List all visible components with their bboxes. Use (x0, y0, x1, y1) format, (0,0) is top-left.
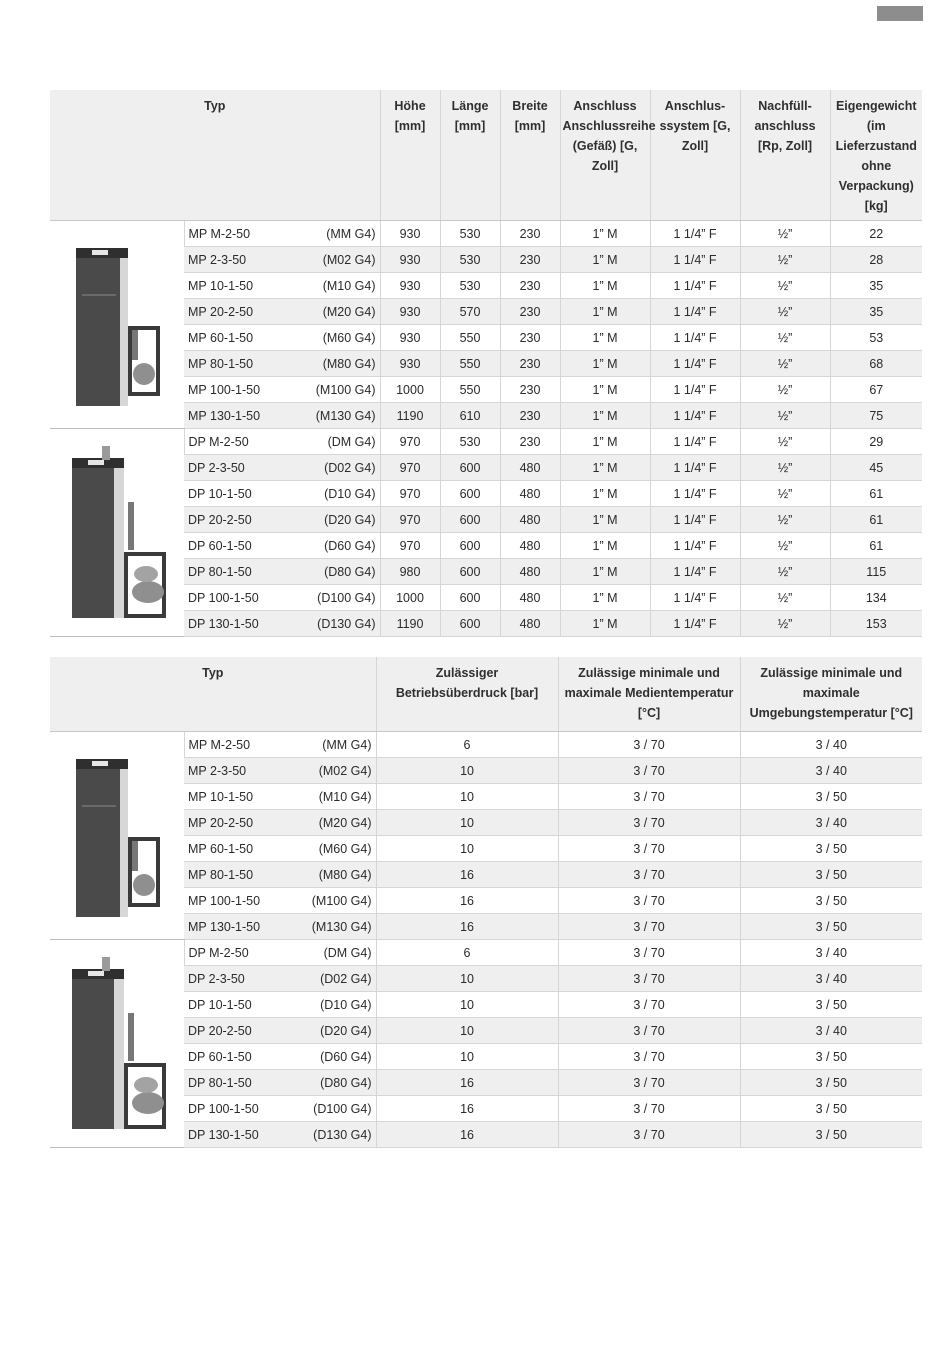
hoehe-cell: 1000 (380, 585, 440, 611)
double-pump-unit-image (50, 940, 184, 1148)
header-anschlusssystem: Anschlus-ssystem [G, Zoll] (650, 90, 740, 221)
anschluss-cell: 1” M (560, 429, 650, 455)
laenge-cell: 550 (440, 325, 500, 351)
nachfuell-cell: ½” (740, 455, 830, 481)
header-typ: Typ (50, 90, 380, 221)
type-name: DP 2-3-50 (188, 971, 245, 986)
type-cell (184, 585, 380, 611)
umgebungstemperatur-cell: 3 / 50 (740, 784, 922, 810)
gewicht-cell: 45 (830, 455, 922, 481)
laenge-cell: 600 (440, 559, 500, 585)
umgebungstemperatur-cell: 3 / 40 (740, 810, 922, 836)
nachfuell-cell: ½” (740, 247, 830, 273)
type-code: (M130 G4) (315, 408, 376, 423)
hoehe-cell: 1190 (380, 403, 440, 429)
type-code: (M02 G4) (322, 252, 376, 267)
system-cell: 1 1/4” F (650, 403, 740, 429)
druck-cell: 10 (376, 810, 558, 836)
gewicht-cell: 22 (830, 221, 922, 247)
type-name: DP 2-3-50 (188, 460, 245, 475)
type-code: (M80 G4) (318, 867, 372, 882)
type-cell (184, 247, 380, 273)
type-name: DP 60-1-50 (188, 538, 252, 553)
hoehe-cell: 930 (380, 325, 440, 351)
double-pump-unit-image (50, 429, 184, 637)
umgebungstemperatur-cell: 3 / 50 (740, 862, 922, 888)
hoehe-cell: 930 (380, 221, 440, 247)
system-cell: 1 1/4” F (650, 611, 740, 637)
laenge-cell: 550 (440, 377, 500, 403)
laenge-cell: 530 (440, 273, 500, 299)
type-cell (184, 377, 380, 403)
druck-cell: 16 (376, 914, 558, 940)
gewicht-cell: 67 (830, 377, 922, 403)
type-name: MP 80-1-50 (188, 867, 254, 882)
type-name: MP 130-1-50 (188, 919, 261, 934)
type-name: DP 130-1-50 (188, 1127, 259, 1142)
header-betriebsueberdruck: Zulässiger Betriebsüberdruck [bar] (376, 657, 558, 732)
laenge-cell: 600 (440, 533, 500, 559)
umgebungstemperatur-cell: 3 / 50 (740, 1070, 922, 1096)
table-row (50, 429, 922, 455)
druck-cell: 10 (376, 1044, 558, 1070)
type-code: (MM G4) (322, 737, 372, 752)
medientemperatur-cell: 3 / 70 (558, 1018, 740, 1044)
druck-cell: 6 (376, 940, 558, 966)
type-name: DP 80-1-50 (188, 564, 252, 579)
hoehe-cell: 1000 (380, 377, 440, 403)
nachfuell-cell: ½” (740, 507, 830, 533)
anschluss-cell: 1” M (560, 325, 650, 351)
type-name: MP 20-2-50 (188, 815, 254, 830)
druck-cell: 10 (376, 758, 558, 784)
medientemperatur-cell: 3 / 70 (558, 914, 740, 940)
umgebungstemperatur-cell: 3 / 50 (740, 1044, 922, 1070)
gewicht-cell: 75 (830, 403, 922, 429)
breite-cell: 230 (500, 273, 560, 299)
type-code: (D100 G4) (317, 590, 376, 605)
umgebungstemperatur-cell: 3 / 40 (740, 940, 922, 966)
type-code: (D20 G4) (320, 1023, 372, 1038)
umgebungstemperatur-cell: 3 / 40 (740, 1018, 922, 1044)
medientemperatur-cell: 3 / 70 (558, 966, 740, 992)
type-code: (M10 G4) (318, 789, 372, 804)
type-cell (184, 507, 380, 533)
type-cell (184, 1096, 376, 1122)
type-code: (D02 G4) (324, 460, 376, 475)
medientemperatur-cell: 3 / 70 (558, 862, 740, 888)
hoehe-cell: 930 (380, 351, 440, 377)
type-name: DP 20-2-50 (188, 512, 252, 527)
system-cell: 1 1/4” F (650, 299, 740, 325)
hoehe-cell: 970 (380, 429, 440, 455)
laenge-cell: 600 (440, 585, 500, 611)
breite-cell: 230 (500, 377, 560, 403)
gewicht-cell: 61 (830, 481, 922, 507)
type-name: MP 80-1-50 (188, 356, 254, 371)
type-name: MP 60-1-50 (188, 841, 254, 856)
umgebungstemperatur-cell: 3 / 50 (740, 1096, 922, 1122)
type-code: (M20 G4) (322, 304, 376, 319)
breite-cell: 480 (500, 533, 560, 559)
type-cell (184, 1122, 376, 1148)
umgebungstemperatur-cell: 3 / 40 (740, 966, 922, 992)
nachfuell-cell: ½” (740, 585, 830, 611)
type-cell (184, 732, 376, 758)
type-cell (184, 221, 380, 247)
gewicht-cell: 28 (830, 247, 922, 273)
type-name: DP 10-1-50 (188, 486, 252, 501)
laenge-cell: 530 (440, 429, 500, 455)
medientemperatur-cell: 3 / 70 (558, 1096, 740, 1122)
type-cell (184, 784, 376, 810)
breite-cell: 480 (500, 507, 560, 533)
medientemperatur-cell: 3 / 70 (558, 1122, 740, 1148)
type-name: DP 80-1-50 (188, 1075, 252, 1090)
system-cell: 1 1/4” F (650, 351, 740, 377)
system-cell: 1 1/4” F (650, 481, 740, 507)
header-umgebungstemperatur: Zulässige minimale und maximale Umgebungstemperatur [°C] (740, 657, 922, 732)
laenge-cell: 610 (440, 403, 500, 429)
type-cell (184, 299, 380, 325)
type-code: (M80 G4) (322, 356, 376, 371)
type-cell (184, 1018, 376, 1044)
type-cell (184, 533, 380, 559)
type-name: MP 2-3-50 (188, 763, 247, 778)
laenge-cell: 570 (440, 299, 500, 325)
nachfuell-cell: ½” (740, 377, 830, 403)
nachfuell-cell: ½” (740, 221, 830, 247)
anschluss-cell: 1” M (560, 403, 650, 429)
breite-cell: 230 (500, 221, 560, 247)
type-cell (184, 836, 376, 862)
page-tab-marker (877, 6, 923, 21)
medientemperatur-cell: 3 / 70 (558, 732, 740, 758)
laenge-cell: 530 (440, 221, 500, 247)
header-hoehe: Höhe [mm] (380, 90, 440, 221)
type-cell (184, 611, 380, 637)
type-cell (184, 455, 380, 481)
breite-cell: 480 (500, 455, 560, 481)
type-code: (D60 G4) (320, 1049, 372, 1064)
type-name: MP 20-2-50 (188, 304, 254, 319)
type-name: DP 100-1-50 (188, 1101, 259, 1116)
breite-cell: 480 (500, 585, 560, 611)
druck-cell: 10 (376, 784, 558, 810)
type-cell (184, 559, 380, 585)
breite-cell: 480 (500, 559, 560, 585)
type-code: (M100 G4) (311, 893, 372, 908)
type-code: (M60 G4) (322, 330, 376, 345)
gewicht-cell: 115 (830, 559, 922, 585)
header-eigengewicht: Eigengewicht (im Lieferzustand ohne Verpackung) [kg] (830, 90, 922, 221)
druck-cell: 16 (376, 862, 558, 888)
type-cell (184, 914, 376, 940)
druck-cell: 16 (376, 888, 558, 914)
medientemperatur-cell: 3 / 70 (558, 1044, 740, 1070)
type-name: DP 130-1-50 (188, 616, 259, 631)
table-row (50, 732, 922, 758)
anschluss-cell: 1” M (560, 299, 650, 325)
umgebungstemperatur-cell: 3 / 40 (740, 758, 922, 784)
umgebungstemperatur-cell: 3 / 50 (740, 992, 922, 1018)
header-breite: Breite [mm] (500, 90, 560, 221)
type-name: MP 100-1-50 (188, 382, 261, 397)
breite-cell: 230 (500, 429, 560, 455)
system-cell: 1 1/4” F (650, 221, 740, 247)
system-cell: 1 1/4” F (650, 559, 740, 585)
dimensions-table (50, 90, 922, 637)
umgebungstemperatur-cell: 3 / 50 (740, 836, 922, 862)
type-code: (M60 G4) (318, 841, 372, 856)
medientemperatur-cell: 3 / 70 (558, 940, 740, 966)
anschluss-cell: 1” M (560, 273, 650, 299)
type-code: (M130 G4) (311, 919, 372, 934)
type-code: (D10 G4) (324, 486, 376, 501)
medientemperatur-cell: 3 / 70 (558, 758, 740, 784)
anschluss-cell: 1” M (560, 377, 650, 403)
type-cell (184, 758, 376, 784)
anschluss-cell: 1” M (560, 585, 650, 611)
system-cell: 1 1/4” F (650, 429, 740, 455)
pressure-temperature-table (50, 657, 922, 1148)
type-cell (184, 325, 380, 351)
laenge-cell: 600 (440, 611, 500, 637)
header-nachfuellanschluss: Nachfüll-anschluss [Rp, Zoll] (740, 90, 830, 221)
gewicht-cell: 68 (830, 351, 922, 377)
header-medientemperatur: Zulässige minimale und maximale Medientemperatur [°C] (558, 657, 740, 732)
druck-cell: 10 (376, 1018, 558, 1044)
breite-cell: 480 (500, 611, 560, 637)
gewicht-cell: 134 (830, 585, 922, 611)
nachfuell-cell: ½” (740, 533, 830, 559)
type-cell (184, 966, 376, 992)
type-name: MP 60-1-50 (188, 330, 254, 345)
anschluss-cell: 1” M (560, 507, 650, 533)
anschluss-cell: 1” M (560, 611, 650, 637)
anschluss-cell: 1” M (560, 481, 650, 507)
gewicht-cell: 29 (830, 429, 922, 455)
type-code: (D02 G4) (320, 971, 372, 986)
nachfuell-cell: ½” (740, 559, 830, 585)
breite-cell: 230 (500, 247, 560, 273)
umgebungstemperatur-cell: 3 / 50 (740, 1122, 922, 1148)
type-name: MP 100-1-50 (188, 893, 261, 908)
type-name: DP M-2-50 (188, 434, 249, 449)
type-code: (M02 G4) (318, 763, 372, 778)
anschluss-cell: 1” M (560, 533, 650, 559)
type-cell (184, 481, 380, 507)
type-cell (184, 403, 380, 429)
nachfuell-cell: ½” (740, 429, 830, 455)
type-cell (184, 1044, 376, 1070)
druck-cell: 10 (376, 966, 558, 992)
type-cell (184, 810, 376, 836)
type-code: (D60 G4) (324, 538, 376, 553)
system-cell: 1 1/4” F (650, 455, 740, 481)
type-name: DP 10-1-50 (188, 997, 252, 1012)
type-cell (184, 1070, 376, 1096)
type-cell (184, 888, 376, 914)
type-name: MP 130-1-50 (188, 408, 261, 423)
medientemperatur-cell: 3 / 70 (558, 888, 740, 914)
breite-cell: 230 (500, 299, 560, 325)
type-cell (184, 940, 376, 966)
type-code: (D80 G4) (320, 1075, 372, 1090)
system-cell: 1 1/4” F (650, 247, 740, 273)
nachfuell-cell: ½” (740, 403, 830, 429)
breite-cell: 230 (500, 351, 560, 377)
nachfuell-cell: ½” (740, 273, 830, 299)
laenge-cell: 530 (440, 247, 500, 273)
medientemperatur-cell: 3 / 70 (558, 1070, 740, 1096)
type-name: DP 100-1-50 (188, 590, 259, 605)
type-cell (184, 273, 380, 299)
nachfuell-cell: ½” (740, 299, 830, 325)
type-cell (184, 351, 380, 377)
single-pump-unit-image (50, 732, 184, 940)
gewicht-cell: 61 (830, 507, 922, 533)
header-laenge: Länge [mm] (440, 90, 500, 221)
hoehe-cell: 930 (380, 273, 440, 299)
type-name: MP 10-1-50 (188, 789, 254, 804)
gewicht-cell: 35 (830, 273, 922, 299)
breite-cell: 230 (500, 403, 560, 429)
anschluss-cell: 1” M (560, 247, 650, 273)
hoehe-cell: 930 (380, 247, 440, 273)
gewicht-cell: 35 (830, 299, 922, 325)
umgebungstemperatur-cell: 3 / 50 (740, 888, 922, 914)
type-code: (D100 G4) (313, 1101, 372, 1116)
laenge-cell: 600 (440, 481, 500, 507)
type-name: MP 2-3-50 (188, 252, 247, 267)
nachfuell-cell: ½” (740, 611, 830, 637)
gewicht-cell: 153 (830, 611, 922, 637)
type-cell (184, 429, 380, 455)
type-name: MP M-2-50 (188, 226, 251, 241)
nachfuell-cell: ½” (740, 481, 830, 507)
table-row (50, 940, 922, 966)
type-code: (D130 G4) (313, 1127, 372, 1142)
type-code: (D10 G4) (320, 997, 372, 1012)
table-row (50, 221, 922, 247)
type-cell (184, 992, 376, 1018)
type-code: (DM G4) (327, 434, 376, 449)
system-cell: 1 1/4” F (650, 325, 740, 351)
type-code: (D80 G4) (324, 564, 376, 579)
medientemperatur-cell: 3 / 70 (558, 784, 740, 810)
umgebungstemperatur-cell: 3 / 50 (740, 914, 922, 940)
type-code: (M100 G4) (315, 382, 376, 397)
laenge-cell: 600 (440, 455, 500, 481)
type-name: MP M-2-50 (188, 737, 251, 752)
anschluss-cell: 1” M (560, 221, 650, 247)
druck-cell: 16 (376, 1122, 558, 1148)
breite-cell: 480 (500, 481, 560, 507)
laenge-cell: 550 (440, 351, 500, 377)
anschluss-cell: 1” M (560, 455, 650, 481)
hoehe-cell: 970 (380, 533, 440, 559)
medientemperatur-cell: 3 / 70 (558, 810, 740, 836)
medientemperatur-cell: 3 / 70 (558, 992, 740, 1018)
breite-cell: 230 (500, 325, 560, 351)
druck-cell: 10 (376, 836, 558, 862)
umgebungstemperatur-cell: 3 / 40 (740, 732, 922, 758)
druck-cell: 6 (376, 732, 558, 758)
hoehe-cell: 930 (380, 299, 440, 325)
gewicht-cell: 53 (830, 325, 922, 351)
system-cell: 1 1/4” F (650, 533, 740, 559)
single-pump-unit-image (50, 221, 184, 429)
type-name: MP 10-1-50 (188, 278, 254, 293)
type-code: (M20 G4) (318, 815, 372, 830)
hoehe-cell: 970 (380, 455, 440, 481)
laenge-cell: 600 (440, 507, 500, 533)
anschluss-cell: 1” M (560, 559, 650, 585)
type-name: DP M-2-50 (188, 945, 249, 960)
medientemperatur-cell: 3 / 70 (558, 836, 740, 862)
system-cell: 1 1/4” F (650, 507, 740, 533)
gewicht-cell: 61 (830, 533, 922, 559)
system-cell: 1 1/4” F (650, 585, 740, 611)
type-code: (DM G4) (323, 945, 372, 960)
anschluss-cell: 1” M (560, 351, 650, 377)
header-typ: Typ (50, 657, 376, 732)
type-code: (D130 G4) (317, 616, 376, 631)
nachfuell-cell: ½” (740, 325, 830, 351)
type-name: DP 60-1-50 (188, 1049, 252, 1064)
header-anschluss: Anschluss Anschlussreihe (Gefäß) [G, Zoll] (560, 90, 650, 221)
type-cell (184, 862, 376, 888)
type-code: (MM G4) (326, 226, 376, 241)
type-name: DP 20-2-50 (188, 1023, 252, 1038)
nachfuell-cell: ½” (740, 351, 830, 377)
hoehe-cell: 1190 (380, 611, 440, 637)
druck-cell: 16 (376, 1070, 558, 1096)
druck-cell: 10 (376, 992, 558, 1018)
hoehe-cell: 970 (380, 507, 440, 533)
system-cell: 1 1/4” F (650, 377, 740, 403)
druck-cell: 16 (376, 1096, 558, 1122)
type-code: (D20 G4) (324, 512, 376, 527)
system-cell: 1 1/4” F (650, 273, 740, 299)
type-code: (M10 G4) (322, 278, 376, 293)
hoehe-cell: 980 (380, 559, 440, 585)
hoehe-cell: 970 (380, 481, 440, 507)
